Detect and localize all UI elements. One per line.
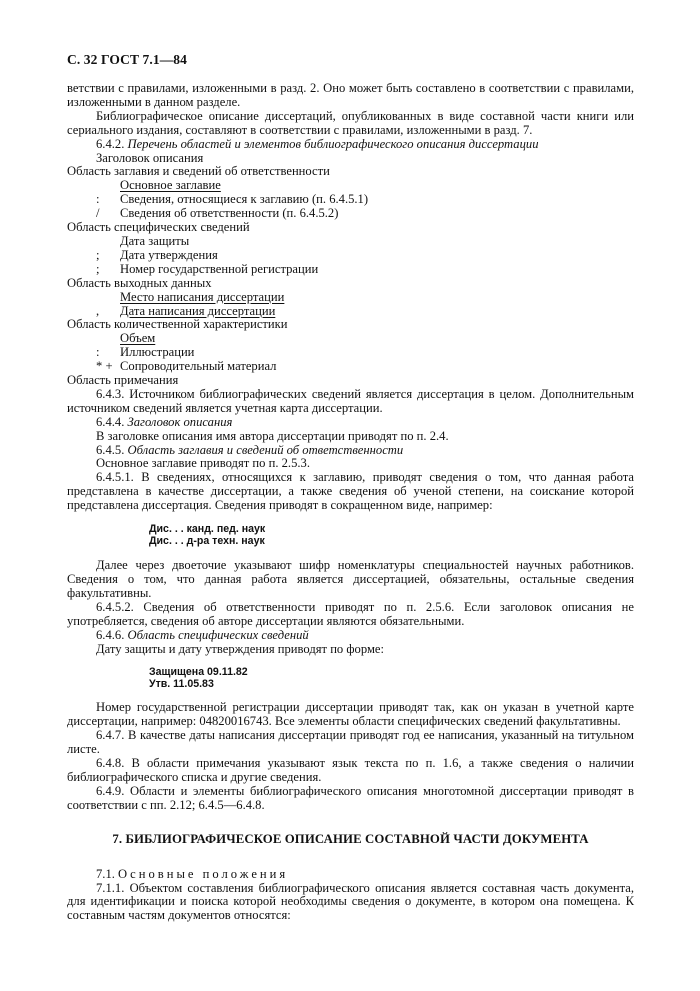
subsection-heading-6-4-2 — [67, 138, 634, 152]
scheme-element — [67, 207, 634, 221]
paragraph: 6.4.9. Области и элементы библиографического описания многотомной диссертации приводят в соответствии с пп. 2.12; 6.4.5—6.4.8. — [67, 783, 634, 812]
punctuation: / — [96, 206, 100, 221]
punctuation: ; — [96, 247, 100, 262]
section-number: 7.1. — [96, 866, 115, 881]
paragraph: ветствии с правилами, изложенными в разд. 2. Оно может быть составлено в соответствии с правилами, изложенными в данном разделе. — [67, 81, 634, 109]
example-line: Утв. 11.05.83 — [149, 678, 214, 691]
example-block — [67, 666, 634, 690]
subsection-heading-6-4-6 — [67, 629, 634, 643]
scheme-area: Область выходных данных — [67, 275, 212, 290]
paragraph: 6.4.8. В области примечания указывают язык текста по п. 1.6, а также сведения о наличии библиографического списка и другие сведения. — [67, 756, 634, 784]
paragraph: Библиографическое описание диссертаций, опубликованных в виде составной части книги или сериального издания, составляют в соответствии с правилами, изложенными в разд. 7. — [67, 108, 634, 137]
scheme-area: Область специфических сведений — [67, 220, 250, 235]
section-title: Перечень областей и элементов библиографического описания диссертации — [127, 136, 539, 151]
scheme-element — [67, 291, 634, 305]
scheme-element — [67, 179, 634, 193]
scheme-element — [67, 263, 634, 277]
scheme-element: Дата защиты — [120, 233, 190, 248]
scheme-element-label: Сопроводительный материал — [120, 359, 277, 374]
paragraph: 6.4.7. В качестве даты написания диссертации приводят год ее написания, указанный на титульном листе. — [67, 728, 634, 757]
paragraph: 7.1.1. Объектом составления библиографического описания является составная часть документа, для идентификации и поиска которой необходимы сведения о документе, в котором она помещена. К составным частям документов относятся: — [67, 880, 634, 923]
punctuation: : — [96, 192, 100, 207]
example-line: Дис. . . д-ра техн. наук — [149, 535, 265, 548]
punctuation: ; — [96, 261, 100, 276]
scheme-element-label: Объем — [120, 331, 156, 346]
scheme-element-label: Основное заглавие — [120, 178, 221, 193]
scheme-element — [67, 332, 634, 346]
page-content — [67, 82, 634, 923]
page-header: С. 32 ГОСТ 7.1—84 — [67, 52, 187, 67]
section-title: Область специфических сведений — [127, 627, 309, 642]
scheme-area: Область примечания — [67, 373, 179, 388]
paragraph: Основное заглавие приводят по п. 2.5.3. — [96, 456, 310, 471]
example-line: Дис. . . канд. пед. наук — [149, 523, 266, 536]
paragraph: Номер государственной регистрации диссертации приводят так, как он указан в учетной карте диссертации, например: 04820016743. Все элементы области специфических сведений факультативны. — [67, 700, 634, 729]
punctuation: * + — [96, 359, 113, 374]
scheme-element — [67, 193, 634, 207]
section-number: 6.4.5. — [96, 442, 125, 457]
scheme-element-label: Номер государственной регистрации — [120, 261, 319, 276]
paragraph: 6.4.5.1. В сведениях, относящихся к заглавию, приводят сведения о том, что данная работа представлена в качестве диссертации, а также сведения об ученой степени, на соискание которой представлена диссертация. Сведения приводят в сокращенном виде, например: — [67, 470, 634, 513]
subsection-heading-6-4-4 — [67, 416, 634, 430]
scheme-area: Область количественной характеристики — [67, 317, 288, 332]
section-number: 6.4.4. — [96, 414, 125, 429]
scheme-element — [67, 249, 634, 263]
scheme-element-label: Дата утверждения — [120, 247, 218, 262]
scheme-area: Область заглавия и сведений об ответственности — [67, 164, 330, 179]
paragraph: 6.4.3. Источником библиографических сведений является диссертация в целом. Дополнительным источником сведений является учетная карта диссертации. — [67, 386, 634, 415]
paragraph: Далее через двоеточие указывают шифр номенклатуры специальностей научных работников. Сведения о том, что данная работа является диссертацией, обязательны, остальные сведения факультативны. — [67, 558, 634, 600]
scheme-heading: Заголовок описания — [96, 150, 204, 165]
subsection-heading-7-1 — [67, 868, 634, 882]
paragraph: 6.4.5.2. Сведения об ответственности приводят по п. 2.5.6. Если заголовок описания не употребляется, сведения об авторе диссертации являются обязательными. — [67, 599, 634, 628]
scheme-element-label: Дата написания диссертации — [120, 303, 276, 318]
subsection-heading-6-4-5 — [67, 444, 634, 458]
punctuation: , — [96, 303, 100, 318]
scheme-element — [67, 360, 634, 374]
example-block — [67, 523, 634, 547]
punctuation: : — [96, 345, 100, 360]
section-heading-7: 7. БИБЛИОГРАФИЧЕСКОЕ ОПИСАНИЕ СОСТАВНОЙ ЧАСТИ ДОКУМЕНТА — [112, 831, 589, 846]
scheme-element-label: Сведения об ответственности (п. 6.4.5.2) — [120, 206, 339, 221]
element-scheme — [67, 152, 634, 388]
section-title: Основные положения — [118, 866, 289, 881]
section-number: 6.4.2. — [96, 136, 125, 151]
section-title: Заголовок описания — [127, 414, 233, 429]
section-title: Область заглавия и сведений об ответственности — [127, 442, 404, 457]
scheme-element-label: Иллюстрации — [120, 345, 195, 360]
scheme-element-label: Сведения, относящиеся к заглавию (п. 6.4.5.1) — [120, 192, 369, 207]
paragraph: В заголовке описания имя автора диссертации приводят по п. 2.4. — [96, 428, 449, 443]
section-number: 6.4.6. — [96, 627, 125, 642]
example-line: Защищена 09.11.82 — [149, 666, 248, 679]
scheme-element — [67, 346, 634, 360]
scheme-element-label: Место написания диссертации — [120, 289, 285, 304]
paragraph: Дату защиты и дату утверждения приводят по форме: — [96, 641, 385, 656]
scheme-element — [67, 305, 634, 319]
